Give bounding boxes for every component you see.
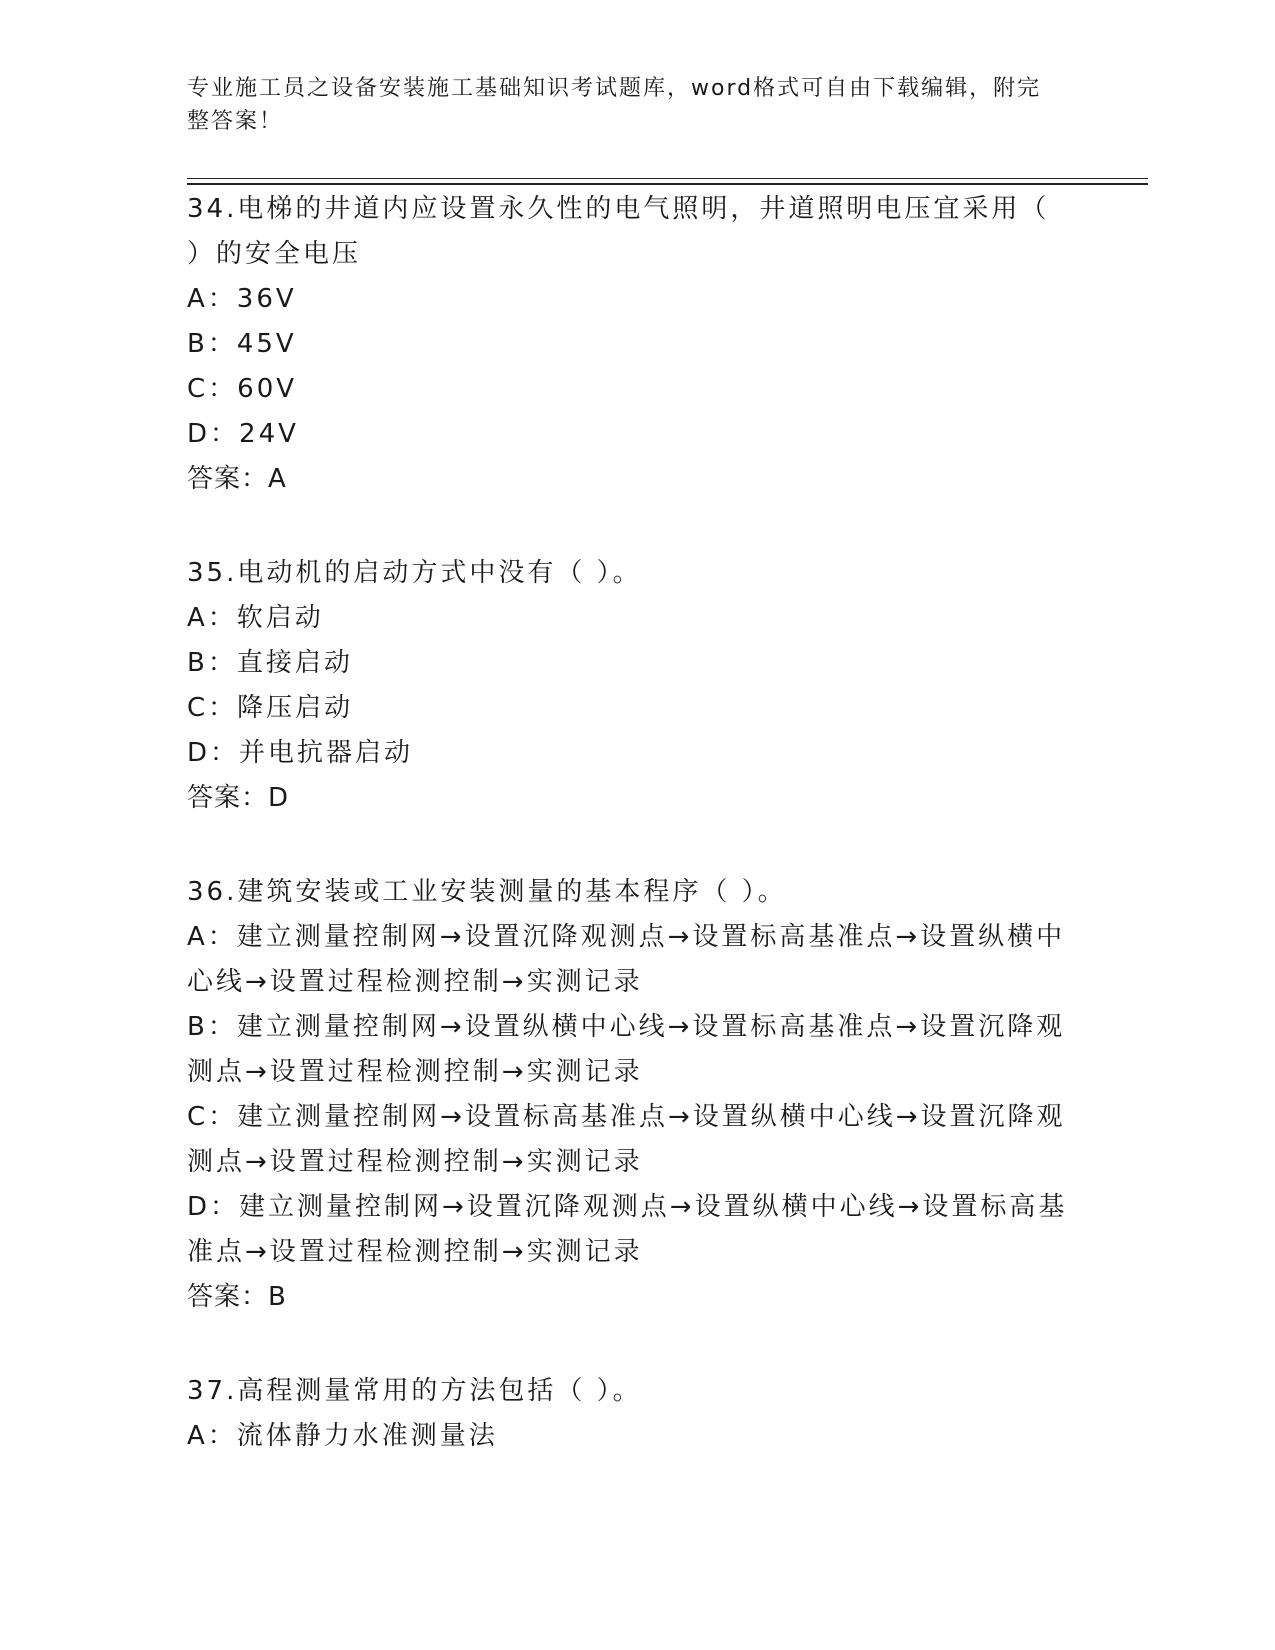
question-34	[187, 187, 1087, 502]
document-header	[187, 72, 1067, 138]
option-b: B：直接启动	[187, 648, 353, 678]
answer-label: 答案：D	[187, 783, 290, 813]
option-b: B：45V	[187, 329, 297, 359]
header-line-2: 整答案！	[187, 109, 284, 134]
option-d: D：24V	[187, 419, 299, 449]
header-divider-thin	[187, 178, 1148, 179]
option-d: D：并电抗器启动	[187, 738, 414, 768]
question-stem: ）的安全电压	[187, 239, 362, 269]
option-b-cont: 测点→设置过程检测控制→实测记录	[187, 1057, 643, 1087]
option-c: C：60V	[187, 374, 298, 404]
option-b: B：建立测量控制网→设置纵横中心线→设置标高基准点→设置沉降观	[187, 1012, 1066, 1042]
option-c: C：降压启动	[187, 693, 354, 723]
question-stem: 37.高程测量常用的方法包括（ ）。	[187, 1376, 642, 1406]
option-c-cont: 测点→设置过程检测控制→实测记录	[187, 1147, 643, 1177]
question-stem: 34.电梯的井道内应设置永久性的电气照明，井道照明电压宜采用（	[187, 194, 1050, 224]
question-stem: 36.建筑安装或工业安装测量的基本程序（ ）。	[187, 877, 787, 907]
option-c: C：建立测量控制网→设置标高基准点→设置纵横中心线→设置沉降观	[187, 1102, 1066, 1132]
option-a: A：建立测量控制网→设置沉降观测点→设置标高基准点→设置纵横中	[187, 922, 1066, 952]
option-a: A：36V	[187, 284, 297, 314]
option-a: A：流体静力水准测量法	[187, 1421, 498, 1451]
question-stem: 35.电动机的启动方式中没有（ ）。	[187, 558, 642, 588]
option-a-cont: 心线→设置过程检测控制→实测记录	[187, 967, 643, 997]
option-d-cont: 准点→设置过程检测控制→实测记录	[187, 1237, 643, 1267]
question-35	[187, 551, 1087, 821]
header-line-1: 专业施工员之设备安装施工基础知识考试题库，word格式可自由下载编辑，附完	[187, 76, 1042, 101]
answer-label: 答案：B	[187, 1282, 287, 1312]
option-d: D：建立测量控制网→设置沉降观测点→设置纵横中心线→设置标高基	[187, 1192, 1068, 1222]
option-a: A：软启动	[187, 603, 324, 633]
question-37	[187, 1369, 1087, 1459]
question-36	[187, 870, 1087, 1320]
header-divider-thick	[187, 183, 1148, 185]
answer-label: 答案：A	[187, 464, 287, 494]
